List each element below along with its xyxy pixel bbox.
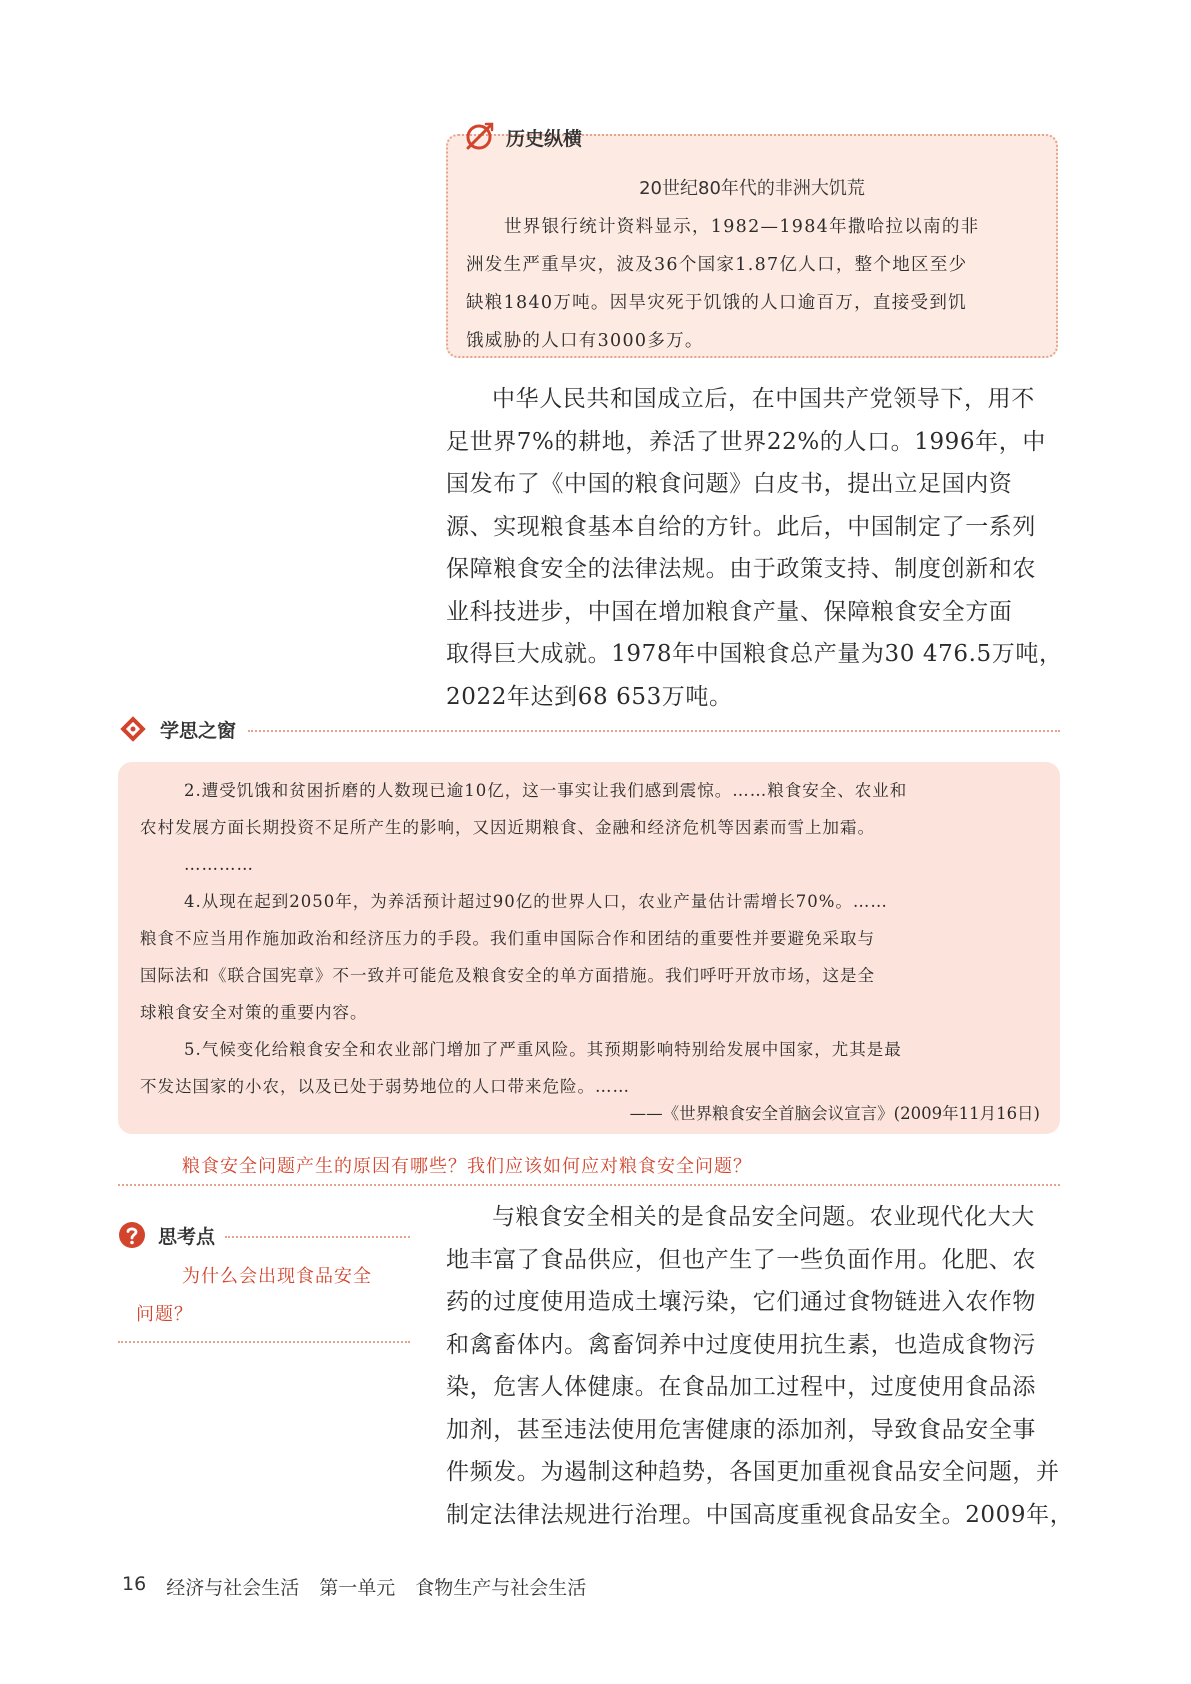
- unit-label: 第一单元: [319, 1577, 396, 1599]
- xuesi-line: 5.气候变化给粮食安全和农业部门增加了严重风险。其预期影响特别给发展中国家，尤其是最: [184, 1040, 902, 1059]
- history-title: 20世纪80年代的非洲大饥荒: [639, 178, 865, 199]
- xuesi-text: [140, 772, 1040, 1105]
- paragraph-line: 地丰富了食品供应，但也产生了一些负面作用。化肥、农: [446, 1246, 1036, 1273]
- xuesi-header: [118, 712, 1060, 746]
- sikao-heading: 思考点: [158, 1225, 216, 1248]
- history-heading: 历史纵横: [506, 127, 583, 150]
- history-line: 缺粮1840万吨。因旱灾死于饥饿的人口逾百万，直接受到饥: [466, 293, 967, 313]
- sikao-text: [136, 1258, 410, 1334]
- history-line: 世界银行统计资料显示，1982—1984年撒哈拉以南的非: [504, 217, 980, 237]
- xuesi-line: 粮食不应当用作施加政治和经济压力的手段。我们重申国际合作和团结的重要性并要避免采取与: [140, 929, 875, 948]
- page-footer: [122, 1573, 586, 1600]
- paragraph-line: 加剂，甚至违法使用危害健康的添加剂，导致食品安全事: [446, 1416, 1036, 1443]
- xuesi-line: 国际法和《联合国宪章》不一致并可能危及粮食安全的单方面措施。我们呼吁开放市场，这是全: [140, 966, 875, 985]
- xuesi-heading: 学思之窗: [160, 719, 237, 742]
- paragraph-line: 件频发。为遏制这种趋势，各国更加重视食品安全问题，并: [446, 1459, 1060, 1485]
- book-title: 经济与社会生活: [166, 1577, 300, 1599]
- xuesi-line: 2.遭受饥饿和贫困折磨的人数现已逾10亿，这一事实让我们感到震惊。……粮食安全、农业和: [184, 781, 908, 800]
- xuesi-line: 球粮食安全对策的重要内容。: [140, 1003, 368, 1022]
- xuesi-divider: [248, 730, 1060, 732]
- paragraph-line: 取得巨大成就。1978年中国粮食总产量为30 476.5万吨，: [446, 641, 1063, 667]
- xuesi-line: 不发达国家的小农，以及已处于弱势地位的人口带来危险。……: [140, 1077, 630, 1096]
- paragraph-line: 与粮食安全相关的是食品安全问题。农业现代化大大: [492, 1204, 1035, 1230]
- paragraph-line: 足世界7%的耕地，养活了世界22%的人口。1996年，中: [446, 428, 1046, 455]
- paragraph-line: 染，危害人体健康。在食品加工过程中，过度使用食品添: [446, 1374, 1036, 1400]
- second-paragraph: [446, 1196, 1074, 1536]
- paragraph-line: 制定法律法规进行治理。中国高度重视食品安全。2009年，: [446, 1501, 1074, 1528]
- sikao-header: [118, 1220, 410, 1250]
- unit-title: 食物生产与社会生活: [415, 1577, 587, 1599]
- sikao-bottom-divider: [118, 1341, 410, 1343]
- sikao-divider: [225, 1236, 410, 1238]
- history-line: 饿威胁的人口有3000多万。: [466, 331, 704, 351]
- history-text: [466, 208, 1038, 360]
- paragraph-line: 中华人民共和国成立后，在中国共产党领导下，用不: [492, 386, 1035, 412]
- xuesi-source: ——《世界粮食安全首脑会议宣言》(2009年11月16日): [629, 1104, 1040, 1123]
- history-line: 洲发生严重旱灾，波及36个国家1.87亿人口，整个地区至少: [466, 255, 968, 275]
- paragraph-line: 和禽畜体内。禽畜饲养中过度使用抗生素，也造成食物污: [446, 1331, 1036, 1358]
- paragraph-line: 业科技进步，中国在增加粮食产量、保障粮食安全方面: [446, 598, 1013, 625]
- xuesi-diamond-icon: [118, 714, 148, 744]
- paragraph-line: 保障粮食安全的法律法规。由于政策支持、制度创新和农: [446, 556, 1036, 582]
- main-paragraph: [446, 378, 1063, 718]
- paragraph-line: 国发布了《中国的粮食问题》白皮书，提出立足国内资: [446, 471, 1013, 497]
- xuesi-line: …………: [184, 855, 254, 874]
- xuesi-question: 粮食安全问题产生的原因有哪些？我们应该如何应对粮食安全问题？: [182, 1156, 752, 1177]
- history-swirl-icon: [462, 120, 496, 154]
- page-number: 16: [122, 1573, 147, 1595]
- sikao-line: 为什么会出现食品安全: [182, 1266, 372, 1287]
- xuesi-line: 4.从现在起到2050年，为养活预计超过90亿的世界人口，农业产量估计需增长70%。……: [184, 892, 888, 911]
- paragraph-line: 2022年达到68 653万吨。: [446, 683, 733, 710]
- sikao-line: 问题？: [136, 1304, 193, 1325]
- history-header: [462, 120, 582, 154]
- question-mark-icon: [118, 1221, 146, 1249]
- xuesi-line: 农村发展方面长期投资不足所产生的影响，又因近期粮食、金融和经济危机等因素而雪上加霜。: [140, 818, 875, 837]
- paragraph-line: 药的过度使用造成土壤污染，它们通过食物链进入农作物: [446, 1289, 1036, 1315]
- xuesi-bottom-divider: [118, 1184, 1060, 1186]
- paragraph-line: 源、实现粮食基本自给的方针。此后，中国制定了一系列: [446, 513, 1036, 540]
